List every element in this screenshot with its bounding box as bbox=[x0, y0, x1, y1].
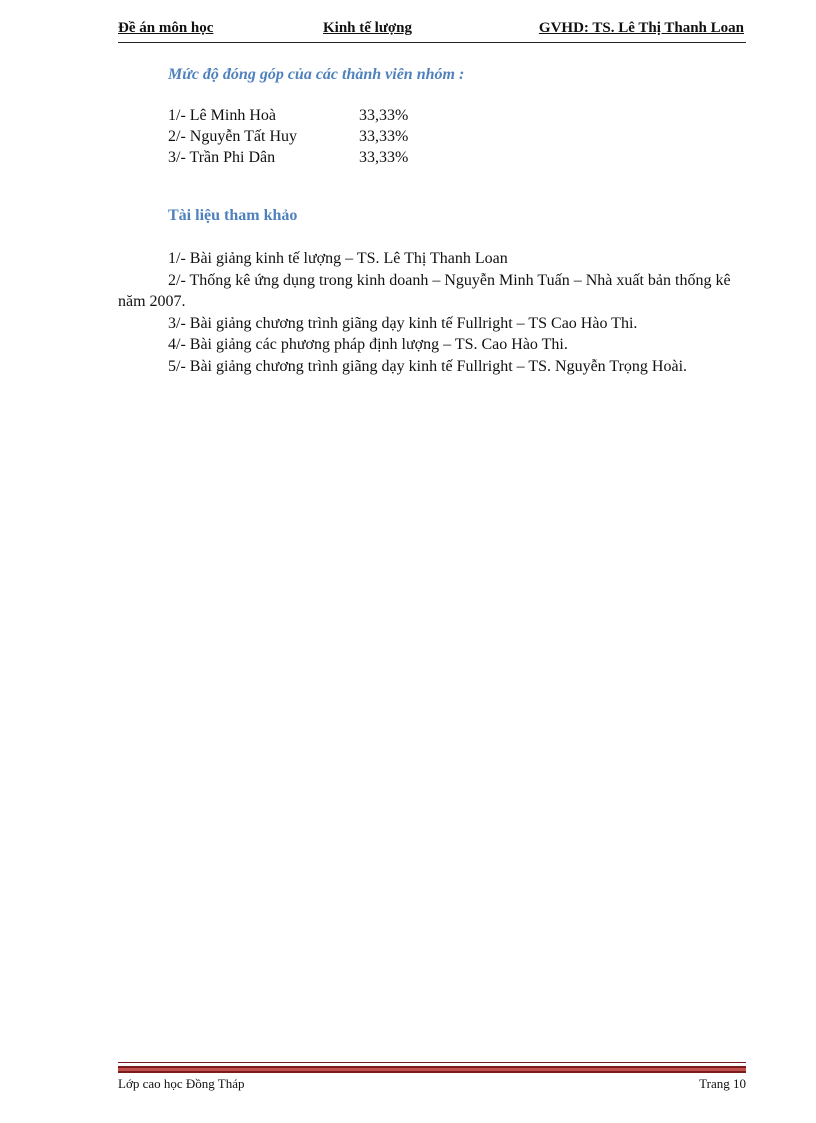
reference-item: 4/- Bài giảng các phương pháp định lượng – TS. Cao Hào Thi. bbox=[168, 336, 568, 353]
reference-item: 2/- Thống kê ứng dụng trong kinh doanh – Nguyễn Minh Tuấn – Nhà xuất bản thống kê năm 2007. bbox=[118, 271, 731, 310]
member-row bbox=[168, 149, 468, 170]
references-title: Tài liệu tham khảo bbox=[168, 207, 298, 224]
member-percent: 33,33% bbox=[359, 107, 409, 124]
page-number: Trang 10 bbox=[699, 1076, 746, 1091]
header-right-text: GVHD: TS. Lê Thị Thanh Loan bbox=[538, 20, 744, 36]
header-left-text: Đề án môn học bbox=[118, 20, 214, 36]
member-percent: 33,33% bbox=[359, 149, 409, 166]
references-list bbox=[118, 248, 746, 377]
member-percent: 33,33% bbox=[359, 128, 409, 145]
page-header bbox=[118, 20, 746, 43]
reference-item: 1/- Bài giảng kinh tế lượng – TS. Lê Thị Thanh Loan bbox=[168, 250, 508, 267]
footer-left-text: Lớp cao học Đồng Tháp bbox=[118, 1076, 245, 1091]
contribution-title: Mức độ đóng góp của các thành viên nhóm : bbox=[168, 66, 465, 83]
footer-divider-thin bbox=[118, 1062, 746, 1063]
member-name: 1/- Lê Minh Hoà bbox=[168, 107, 276, 124]
member-row bbox=[168, 128, 468, 149]
header-center-text: Kinh tế lượng bbox=[323, 20, 412, 36]
member-row bbox=[168, 107, 468, 128]
reference-item: 5/- Bài giảng chương trình giãng dạy kinh tế Fullright – TS. Nguyễn Trọng Hoài. bbox=[168, 357, 688, 375]
member-name: 3/- Trần Phi Dân bbox=[168, 149, 276, 166]
footer-divider bbox=[118, 1066, 746, 1073]
member-name: 2/- Nguyễn Tất Huy bbox=[168, 128, 298, 145]
reference-item: 3/- Bài giảng chương trình giãng dạy kinh tế Fullright – TS Cao Hào Thi. bbox=[168, 314, 638, 332]
